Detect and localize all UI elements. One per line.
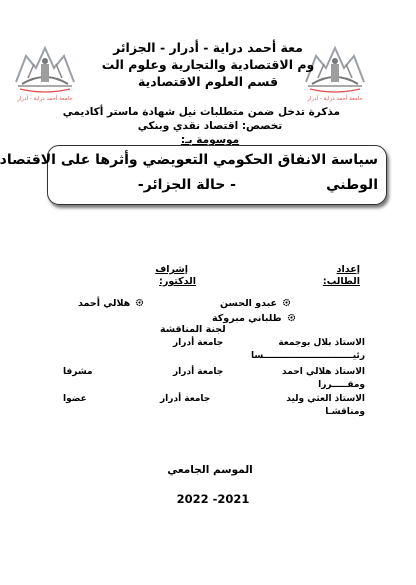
committee-member-2-name: الاستاذ هلالي احمد bbox=[282, 367, 365, 377]
committee-member-1-university: جامعة أدرار bbox=[173, 338, 224, 348]
doctor-label: الدكتور: bbox=[159, 276, 196, 287]
committee-member-3-role-line: ومناقشـا bbox=[325, 407, 365, 417]
committee-member-3-role: عضوا bbox=[63, 394, 87, 404]
supervision-label: إشراف bbox=[155, 264, 188, 275]
thesis-title-box bbox=[0, 145, 387, 205]
university-name: معة أحمد دراية - أدرار - الجزائر bbox=[113, 40, 303, 55]
prepared-label: إعداد bbox=[336, 264, 360, 275]
committee-member-3-name: الاستاذ العثي وليد bbox=[286, 394, 365, 404]
student-2-name: طلباني مبروكة bbox=[212, 313, 282, 324]
committee-member-3-university: جامعة أدرار bbox=[160, 394, 211, 404]
doctor bbox=[78, 291, 144, 310]
committee-member-1-role: رئيـــــــــــــــــــــــــــــسا bbox=[251, 351, 365, 361]
committee-member-2-role: مشرفا bbox=[63, 367, 93, 377]
thesis-title-line2a: الوطني bbox=[326, 177, 378, 193]
university-logo-left bbox=[8, 34, 82, 106]
faculty-name: وم الاقتصادية والتجارية وعلوم الت bbox=[101, 57, 315, 72]
student-label: الطالب: bbox=[322, 276, 360, 287]
committee-member-2-role-line: ومقـــــررا bbox=[318, 380, 365, 390]
academic-season-label: الموسم الجامعي bbox=[167, 464, 253, 476]
student-2 bbox=[212, 306, 296, 325]
thesis-title-line2b: - حالة الجزائر- bbox=[137, 177, 236, 193]
memo-statement: مذكرة تدخل ضمن متطلبات نيل شهادة ماستر أكاديمي bbox=[62, 106, 340, 118]
thesis-title-line1: سياسة الانفاق الحكومي التعويضي وأثرها على الاقتصاد bbox=[0, 152, 378, 168]
titled-label: موسومة بـ: bbox=[180, 134, 240, 146]
academic-years: 2022 -2021 bbox=[176, 492, 250, 506]
committee-member-1-name: الاستاذ بلال بوجمعة bbox=[278, 338, 365, 348]
logo-caption-left: جامعة أحمد دراية - أدرار bbox=[17, 96, 73, 102]
committee-member-2-university: جامعة أدرار bbox=[173, 367, 224, 377]
doctor-name: هلالي أحمد bbox=[78, 298, 131, 309]
gear-bullet-icon bbox=[287, 313, 296, 322]
specialty: تخصص: اقتصاد نقدي وبنكي bbox=[137, 120, 283, 132]
department-name: قسم العلوم الاقتصادية bbox=[137, 74, 279, 89]
committee-title: لجنة المناقشة bbox=[160, 324, 226, 335]
gear-bullet-icon bbox=[135, 298, 144, 307]
student-1-name: عبدو الحسن bbox=[220, 298, 277, 309]
logo-caption-right: جامعة أحمد دراية - أدرار bbox=[307, 96, 363, 102]
